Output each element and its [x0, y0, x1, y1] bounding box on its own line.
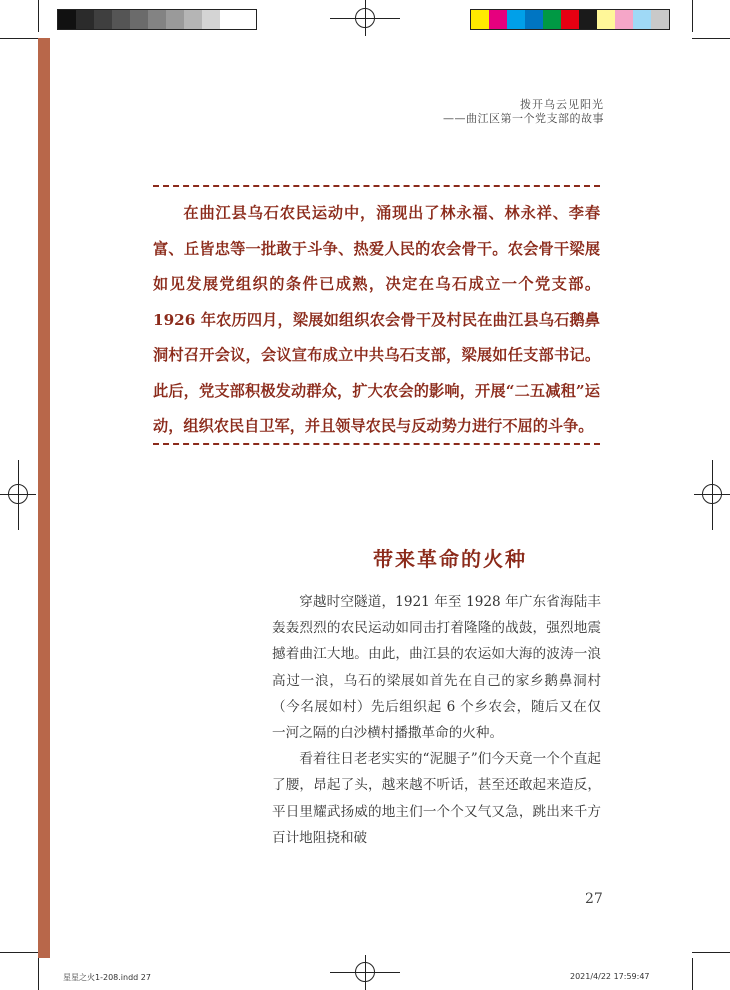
gray-swatch [94, 10, 112, 29]
color-swatch [507, 10, 525, 29]
crop-mark [692, 958, 693, 990]
page-number: 27 [585, 891, 603, 907]
body-paragraph: 穿越时空隧道，1921 年至 1928 年广东省海陆丰轰轰烈烈的农民运动如同击打着隆隆的战鼓，强烈地震撼着曲江大地。由此，曲江县的农运如大海的波涛一浪高过一浪，乌石的梁展如首先在自己的家乡鹅鼻洞村（今名展如村）先后组织起 6 个乡农会，随后又在仅一河之隔的白沙横村播撒革命的火种。 [272, 594, 601, 742]
crop-mark [0, 38, 38, 39]
crop-mark [0, 952, 38, 953]
gray-swatch [238, 10, 256, 29]
gray-swatch [220, 10, 238, 29]
intro-paragraph: 在曲江县乌石农民运动中，涌现出了林永福、林永祥、李春富、丘皆忠等一批敢于斗争、热爱人民的农会骨干。农会骨干梁展如见发展党组织的条件已成熟，决定在乌石成立一个党支部。1926 年农历四月，梁展如组织农会骨干及村民在曲江县乌石鹅鼻洞村召开会议，会议宣布成立中共乌石支部，梁展如任支部书记。此后，党支部积极发动群众，扩大农会的影响，开展“二五减租”运动，组织农民自卫军，并且领导农民与反动势力进行不屈的斗争。 [153, 204, 600, 435]
color-swatch [579, 10, 597, 29]
gray-swatch [166, 10, 184, 29]
quote-bottom-rule [153, 443, 600, 445]
color-swatch [471, 10, 489, 29]
body-paragraph: 看着往日老老实实的“泥腿子”们今天竟一个个直起了腰，昂起了头，越来越不听话，甚至还敢起来造反，平日里耀武扬威的地主们一个个又气又急，跳出来千方百计地阻挠和破 [272, 751, 601, 846]
gray-calibration-bar [57, 9, 257, 30]
intro-quote-block [153, 196, 600, 445]
color-swatch [633, 10, 651, 29]
gray-swatch [130, 10, 148, 29]
color-swatch [597, 10, 615, 29]
crop-mark [692, 952, 730, 953]
slug-filename: 星星之火1-208.indd 27 [63, 973, 151, 982]
slug-timestamp: 2021/4/22 17:59:47 [570, 972, 650, 981]
registration-circle [702, 484, 722, 504]
body-text [272, 589, 601, 851]
color-calibration-bar [470, 9, 670, 30]
registration-circle [355, 8, 375, 28]
gray-swatch [76, 10, 94, 29]
registration-circle [8, 484, 28, 504]
color-swatch [651, 10, 669, 29]
gray-swatch [184, 10, 202, 29]
registration-circle [355, 962, 375, 982]
gray-swatch [148, 10, 166, 29]
gray-swatch [202, 10, 220, 29]
crop-mark [38, 958, 39, 990]
gray-swatch [58, 10, 76, 29]
crop-mark [692, 38, 730, 39]
running-header-title: 拨开乌云见阳光 [520, 98, 604, 111]
crop-mark [38, 0, 39, 32]
crop-mark [692, 0, 693, 32]
color-swatch [543, 10, 561, 29]
color-swatch [489, 10, 507, 29]
color-swatch [615, 10, 633, 29]
color-swatch [525, 10, 543, 29]
quote-top-rule [153, 185, 600, 187]
section-title: 带来革命的火种 [373, 547, 527, 571]
running-header-subtitle: ——曲江区第一个党支部的故事 [443, 112, 604, 125]
book-spine-band [38, 38, 50, 958]
gray-swatch [112, 10, 130, 29]
color-swatch [561, 10, 579, 29]
